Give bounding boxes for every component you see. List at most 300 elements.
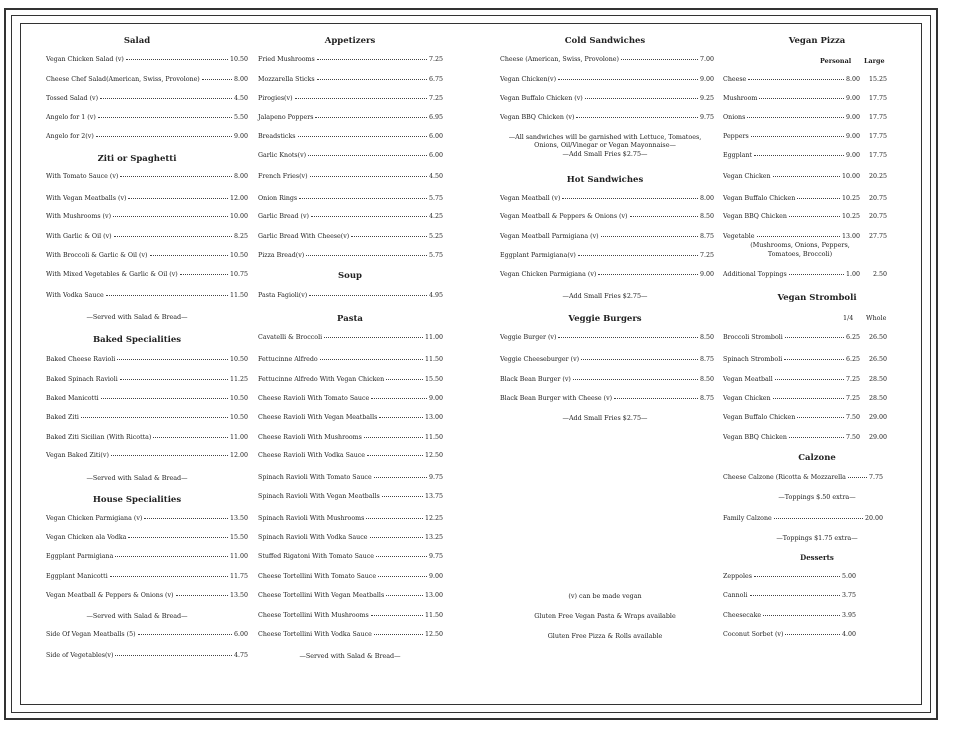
item-name: Cheese Tortellini With Vodka Sauce (258, 631, 372, 638)
dot-leader (754, 155, 844, 156)
section-title-ziti: Ziti or Spaghetti (97, 154, 177, 164)
menu-item (723, 515, 883, 524)
item-name: Vegan Meatball Parmigiana (v) (500, 233, 599, 240)
menu-item (46, 292, 248, 301)
menu-item (46, 133, 248, 142)
menu-item (46, 452, 248, 461)
item-price-personal: 9.00 (845, 114, 860, 121)
item-name: Onion Rings (258, 195, 298, 202)
item-price: 13.50 (229, 515, 248, 522)
menu-item (46, 395, 248, 404)
dot-leader (309, 295, 427, 296)
dot-leader (366, 518, 423, 519)
item-price: 9.00 (699, 76, 714, 83)
item-price: 9.00 (233, 133, 248, 140)
item-price: 11.75 (229, 573, 248, 580)
dot-leader (757, 236, 840, 237)
item-price: 9.75 (428, 474, 443, 481)
menu-item (500, 395, 714, 404)
dot-leader (578, 255, 698, 256)
dot-leader (106, 295, 228, 296)
menu-item (500, 376, 714, 385)
dot-leader (113, 216, 228, 217)
item-price: 5.75 (428, 252, 443, 259)
dot-leader (299, 198, 427, 199)
item-price: 6.00 (233, 631, 248, 638)
item-price: 4.95 (428, 292, 443, 299)
dot-leader (789, 437, 844, 438)
dot-leader (310, 176, 427, 177)
menu-item (258, 173, 443, 182)
item-price: 20.00 (864, 515, 883, 522)
item-name: Spinach Ravioli With Tomato Sauce (258, 474, 372, 481)
item-price: 11.50 (424, 356, 443, 363)
section-title-house: House Specialities (92, 495, 182, 505)
item-name: Vegan Meatball (723, 376, 773, 383)
menu-item (46, 173, 248, 182)
item-price: 10.50 (229, 56, 248, 63)
dot-leader (386, 379, 423, 380)
item-price: 7.00 (699, 56, 714, 63)
item-price: 8.75 (699, 356, 714, 363)
item-name: Cheese Tortellini With Mushrooms (258, 612, 369, 619)
dot-leader (784, 359, 844, 360)
item-price: 5.50 (233, 114, 248, 121)
menu-item (258, 592, 443, 601)
item-price: 12.25 (424, 515, 443, 522)
served-note: —Served with Salad & Bread— (86, 612, 188, 620)
section-title-hot-sandwiches: Hot Sandwiches (566, 175, 644, 185)
item-price: 12.00 (229, 195, 248, 202)
item-price: 15.50 (424, 376, 443, 383)
item-price-personal: 9.00 (845, 95, 860, 102)
item-name: Cheese Chef Salad(American, Swiss, Provolone) (46, 76, 200, 83)
item-name: Cheese (723, 76, 747, 83)
item-name: Angelo for 2(v) (46, 133, 94, 140)
menu-item (46, 534, 248, 543)
item-name: Cheese Ravioli With Vodka Sauce (258, 452, 366, 459)
item-price: 6.95 (428, 114, 443, 121)
item-name: Spinach Stromboli (723, 356, 783, 363)
gluten-free-pizza-note: Gluten Free Pizza & Rolls available (547, 632, 663, 640)
dot-leader (117, 359, 228, 360)
menu-item (723, 133, 887, 142)
item-price: 15.50 (229, 534, 248, 541)
dot-leader (759, 98, 844, 99)
dot-leader (573, 379, 698, 380)
section-title-vegan-pizza: Vegan Pizza (788, 36, 846, 46)
menu-item (46, 95, 248, 104)
item-name: Additional Toppings (723, 271, 787, 278)
item-name: Vegan Chicken Parmigiana (v) (46, 515, 143, 522)
item-name: Mozzarella Sticks (258, 76, 315, 83)
item-name: Black Bean Burger with Cheese (v) (500, 395, 613, 402)
toppings-note: —Toppings $.50 extra— (778, 493, 856, 501)
item-name: Pirogies(v) (258, 95, 293, 102)
dot-leader (364, 437, 423, 438)
item-price: 12.50 (424, 452, 443, 459)
menu-item (500, 114, 714, 123)
menu-item (46, 434, 248, 443)
menu-item (258, 573, 443, 582)
item-name: Veggie Cheeseburger (v) (500, 356, 580, 363)
dot-leader (120, 379, 228, 380)
menu-item (723, 95, 887, 104)
dot-leader (621, 59, 698, 60)
dot-leader (144, 518, 228, 519)
dot-leader (180, 274, 228, 275)
dot-leader (797, 417, 844, 418)
menu-item (46, 356, 248, 365)
item-name: Onions (723, 114, 746, 121)
item-name: Baked Ziti (46, 414, 79, 421)
dot-leader (101, 398, 228, 399)
dot-leader (298, 136, 427, 137)
menu-item (258, 493, 443, 502)
item-name: With Vegan Meatballs (v) (46, 195, 127, 202)
menu-item (258, 474, 443, 483)
dot-leader (371, 615, 423, 616)
item-price-large: 20.25 (868, 173, 887, 180)
item-price-large: 26.50 (868, 356, 887, 363)
dot-leader (848, 477, 867, 478)
menu-item (723, 474, 883, 483)
menu-item (500, 233, 714, 242)
menu-item (258, 76, 443, 85)
item-name: Spinach Ravioli With Mushrooms (258, 515, 365, 522)
item-price: 11.50 (229, 292, 248, 299)
item-price: 11.00 (424, 334, 443, 341)
menu-item (258, 376, 443, 385)
item-price: 12.50 (424, 631, 443, 638)
menu-item (258, 434, 443, 443)
dot-leader (367, 455, 423, 456)
section-title-vegan-stromboli: Vegan Stromboli (777, 293, 857, 303)
fries-note: —Add Small Fries $2.75— (562, 292, 648, 300)
dot-leader (317, 79, 427, 80)
dot-leader (601, 236, 698, 237)
dot-leader (774, 518, 863, 519)
pizza-col-large: Large (864, 57, 885, 65)
menu-item (500, 213, 714, 222)
item-price-personal: 8.00 (845, 76, 860, 83)
menu-item (258, 515, 443, 524)
dot-leader (785, 337, 844, 338)
item-price: 11.00 (229, 434, 248, 441)
menu-item (723, 356, 887, 365)
dot-leader (558, 337, 698, 338)
menu-item (723, 334, 887, 343)
dot-leader (371, 398, 427, 399)
section-title-appetizers: Appetizers (324, 36, 376, 46)
item-name: Vegan BBQ Chicken (723, 434, 787, 441)
item-price-large: 29.00 (868, 414, 887, 421)
item-price: 7.25 (699, 252, 714, 259)
dot-leader (797, 198, 840, 199)
item-name: Pasta Fagioli(v) (258, 292, 308, 299)
item-price: 8.50 (699, 376, 714, 383)
menu-item (258, 252, 443, 261)
item-price: 3.95 (841, 612, 856, 619)
item-name: Fettucinne Alfredo With Vegan Chicken (258, 376, 385, 383)
menu-item (46, 213, 248, 222)
item-name: Eggplant Parmigiana(v) (500, 252, 576, 259)
menu-item (46, 592, 248, 601)
item-price-large: 17.75 (868, 133, 887, 140)
item-price: 13.50 (229, 592, 248, 599)
menu-item (723, 612, 856, 621)
menu-item (46, 414, 248, 423)
item-name: Side of Vegetables(v) (46, 652, 114, 659)
menu-item (258, 612, 443, 621)
section-title-pasta: Pasta (337, 314, 363, 324)
item-price: 6.75 (428, 76, 443, 83)
menu-item (46, 553, 248, 562)
item-price: 5.25 (428, 233, 443, 240)
dot-leader (382, 496, 423, 497)
served-note: —Served with Salad & Bread— (86, 313, 188, 321)
menu-item (258, 334, 443, 343)
item-price-large: 28.50 (868, 395, 887, 402)
dot-leader (789, 216, 840, 217)
item-name: Vegan Meatball (v) (500, 195, 561, 202)
item-price-large: 20.75 (868, 213, 887, 220)
menu-item (723, 173, 887, 182)
item-name: With Broccoli & Garlic & Oil (v) (46, 252, 148, 259)
menu-item (46, 271, 248, 280)
menu-item (258, 56, 443, 65)
dot-leader (773, 398, 844, 399)
menu-item (258, 553, 443, 562)
menu-item (500, 334, 714, 343)
item-price: 10.50 (229, 252, 248, 259)
menu-item (46, 573, 248, 582)
dot-leader (308, 155, 427, 156)
item-name: Veggie Burger (v) (500, 334, 557, 341)
menu-item (258, 152, 443, 161)
dot-leader (775, 379, 844, 380)
item-name: Family Calzone (723, 515, 772, 522)
item-name: Zeppoles (723, 573, 752, 580)
item-name: Vegan Buffalo Chicken (723, 414, 796, 421)
dot-leader (748, 79, 844, 80)
item-price: 10.50 (229, 395, 248, 402)
dot-leader (747, 117, 844, 118)
item-price: 9.75 (428, 553, 443, 560)
menu-item (723, 195, 887, 204)
item-name: Vegan Meatball & Peppers & Onions (v) (500, 213, 628, 220)
item-name: Side Of Vegan Meatballs (5) (46, 631, 136, 638)
item-price-large: 15.25 (868, 76, 887, 83)
item-name: Peppers (723, 133, 749, 140)
item-price-personal: 13.00 (841, 233, 860, 240)
item-name: Cheese (American, Swiss, Provolone) (500, 56, 619, 63)
item-name: Vegan Chicken(v) (500, 76, 557, 83)
item-name: French Fries(v) (258, 173, 308, 180)
dot-leader (110, 576, 228, 577)
vegetable-toppings-note-2: Tomatoes, Broccoli) (767, 250, 833, 258)
dot-leader (378, 576, 427, 577)
item-name: Cannoli (723, 592, 748, 599)
item-price: 10.75 (229, 271, 248, 278)
menu-item (258, 395, 443, 404)
item-price-personal: 6.25 (845, 334, 860, 341)
stromboli-col-whole: Whole (866, 314, 887, 322)
item-price-personal: 6.25 (845, 356, 860, 363)
item-name: Vegan Chicken ala Vodka (46, 534, 127, 541)
item-name: Baked Cheese Ravioli (46, 356, 116, 363)
menu-item (258, 534, 443, 543)
item-price: 10.50 (229, 414, 248, 421)
item-price-large: 29.00 (868, 434, 887, 441)
menu-item (500, 252, 714, 261)
vegetable-toppings-note: (Mushrooms, Onions, Peppers, (750, 241, 850, 249)
dot-leader (81, 417, 228, 418)
dot-leader (763, 615, 840, 616)
menu-item (258, 95, 443, 104)
fries-note: —Add Small Fries $2.75— (562, 414, 648, 422)
item-name: With Garlic & Oil (v) (46, 233, 112, 240)
item-name: Breadsticks (258, 133, 296, 140)
item-name: Vegan Chicken Salad (v) (46, 56, 124, 63)
menu-item (500, 56, 714, 65)
item-name: Cheese Calzone (Ricotta & Mozzarella (723, 474, 846, 481)
menu-item (258, 452, 443, 461)
menu-item (46, 233, 248, 242)
item-price: 13.75 (424, 493, 443, 500)
item-price-large: 17.75 (868, 95, 887, 102)
dot-leader (750, 595, 840, 596)
section-title-calzone: Calzone (798, 453, 836, 463)
dot-leader (98, 117, 232, 118)
item-name: Stuffed Rigatoni With Tomato Sauce (258, 553, 374, 560)
dot-leader (315, 117, 427, 118)
dot-leader (581, 359, 698, 360)
dot-leader (598, 274, 698, 275)
dot-leader (576, 117, 698, 118)
menu-item (500, 95, 714, 104)
item-price: 4.50 (233, 95, 248, 102)
menu-item (258, 195, 443, 204)
item-price-large: 17.75 (868, 152, 887, 159)
dot-leader (138, 634, 232, 635)
item-name: With Vodka Sauce (46, 292, 104, 299)
item-price-personal: 10.25 (841, 195, 860, 202)
dot-leader (128, 198, 227, 199)
item-price: 9.00 (428, 573, 443, 580)
menu-item (46, 252, 248, 261)
pizza-col-personal: Personal (820, 57, 852, 65)
dot-leader (370, 537, 423, 538)
menu-item (258, 631, 443, 640)
menu-item (258, 356, 443, 365)
item-price-personal: 9.00 (845, 133, 860, 140)
item-name: Vegetable (723, 233, 755, 240)
section-title-soup: Soup (338, 271, 362, 281)
item-price-personal: 7.25 (845, 395, 860, 402)
item-price: 10.00 (229, 213, 248, 220)
item-name: Vegan Chicken (723, 173, 771, 180)
menu-item (500, 271, 714, 280)
item-name: Coconut Sorbet (v) (723, 631, 784, 638)
menu-item (258, 114, 443, 123)
item-price-personal: 7.50 (845, 434, 860, 441)
item-name: Eggplant Manicotti (46, 573, 108, 580)
item-price-personal: 1.00 (845, 271, 860, 278)
item-name: With Mushrooms (v) (46, 213, 112, 220)
item-price: 8.00 (233, 173, 248, 180)
dot-leader (128, 537, 228, 538)
item-price: 12.00 (229, 452, 248, 459)
menu-item (46, 376, 248, 385)
section-title-cold-sandwiches: Cold Sandwiches (564, 36, 646, 46)
item-name: Fried Mushrooms (258, 56, 315, 63)
menu-item (500, 356, 714, 365)
dot-leader (751, 136, 844, 137)
menu-item (723, 376, 887, 385)
dot-leader (114, 236, 232, 237)
gluten-free-pasta-note: Gluten Free Vegan Pasta & Wraps available (534, 612, 676, 620)
dot-leader (295, 98, 427, 99)
item-price-personal: 9.00 (845, 152, 860, 159)
item-price: 8.00 (233, 76, 248, 83)
item-price: 7.25 (428, 56, 443, 63)
menu-item (46, 114, 248, 123)
item-price-personal: 7.25 (845, 376, 860, 383)
fries-note: —Add Small Fries $2.75— (562, 150, 648, 158)
menu-item (723, 271, 887, 280)
dot-leader (585, 98, 698, 99)
dot-leader (317, 59, 427, 60)
item-price: 11.25 (229, 376, 248, 383)
garnish-note-2: Onions, Oil/Vinegar or Vegan Mayonnaise— (534, 141, 676, 149)
item-price: 8.75 (699, 395, 714, 402)
item-name: Mushroom (723, 95, 758, 102)
item-name: Vegan Chicken Parmigiana (v) (500, 271, 597, 278)
item-price-large: 17.75 (868, 114, 887, 121)
item-name: Cheese Tortellini With Vegan Meatballs (258, 592, 385, 599)
dot-leader (126, 59, 228, 60)
item-price: 11.00 (229, 553, 248, 560)
item-name: Cavatelli & Broccoli (258, 334, 323, 341)
item-price-large: 26.50 (868, 334, 887, 341)
item-price: 5.75 (428, 195, 443, 202)
item-name: Cheese Tortellini With Tomato Sauce (258, 573, 377, 580)
served-note: —Served with Salad & Bread— (86, 474, 188, 482)
item-name: Jalapeno Poppers (258, 114, 314, 121)
dot-leader (785, 634, 840, 635)
dot-leader (754, 576, 840, 577)
item-name: Vegan Chicken (723, 395, 771, 402)
item-name: Fettucinne Alfredo (258, 356, 318, 363)
dot-leader (115, 556, 228, 557)
dot-leader (202, 79, 232, 80)
menu-item (723, 114, 887, 123)
menu-item (258, 414, 443, 423)
item-price: 5.00 (841, 573, 856, 580)
item-price: 4.75 (233, 652, 248, 659)
menu-item (723, 395, 887, 404)
item-price: 9.75 (699, 114, 714, 121)
item-price: 13.25 (424, 534, 443, 541)
item-price: 10.50 (229, 356, 248, 363)
item-name: Tossed Salad (v) (46, 95, 99, 102)
menu-item (723, 592, 856, 601)
item-price: 6.00 (428, 152, 443, 159)
item-price: 4.00 (841, 631, 856, 638)
garnish-note: —All sandwiches will be garnished with Lettuce, Tomatoes, (508, 133, 702, 141)
item-name: Cheese Ravioli With Tomato Sauce (258, 395, 370, 402)
